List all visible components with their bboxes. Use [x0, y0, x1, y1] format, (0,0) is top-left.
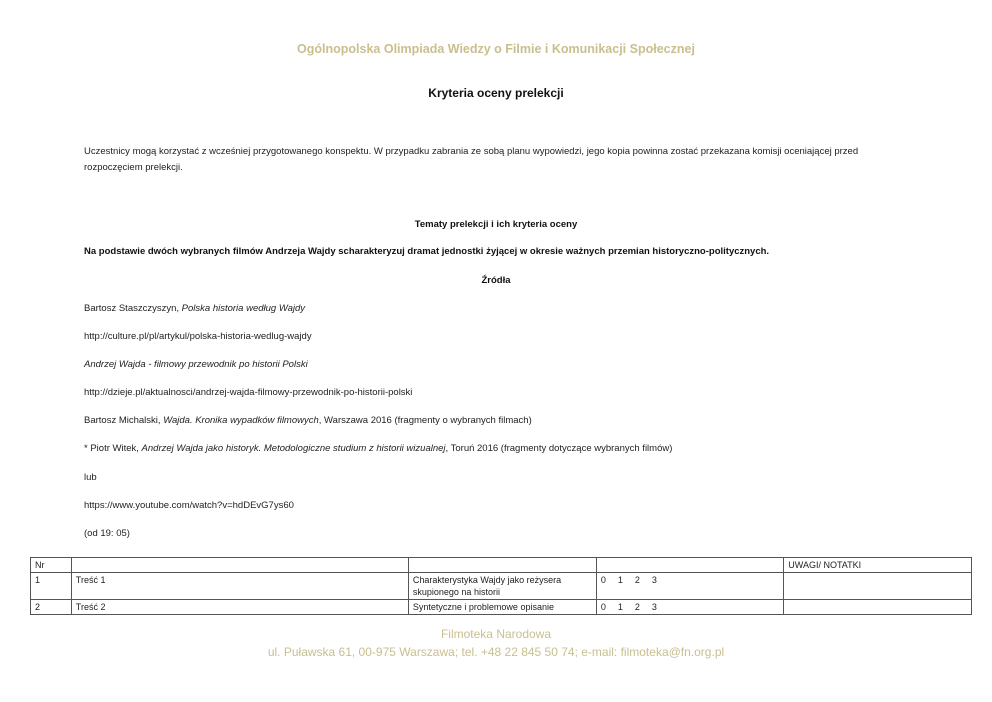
source-item	[84, 415, 532, 426]
table-row	[31, 600, 972, 615]
header-cell-nr: Nr	[31, 558, 72, 573]
score-option: 2	[634, 602, 640, 612]
source-url[interactable]: http://culture.pl/pl/artykul/polska-historia-wedlug-wajdy	[84, 331, 312, 342]
source-author: Bartosz Staszczyszyn,	[84, 303, 182, 314]
table-header-row	[31, 558, 972, 573]
score-option: 1	[617, 575, 623, 585]
source-url[interactable]: http://dzieje.pl/aktualnosci/andrzej-wajda-filmowy-przewodnik-po-historii-polski	[84, 387, 413, 398]
source-rest: lub	[84, 472, 97, 483]
source-url[interactable]: https://www.youtube.com/watch?v=hdDEvG7ys60	[84, 500, 294, 511]
score-option: 2	[634, 575, 640, 585]
source-title: Polska historia według Wajdy	[181, 303, 306, 314]
source-rest: , Warszawa 2016 (fragmenty o wybranych filmach)	[318, 415, 532, 426]
footer-organization: Filmoteka Narodowa	[440, 627, 552, 641]
source-link[interactable]	[84, 331, 312, 342]
score-option: 0	[600, 575, 606, 585]
row-number: 1	[31, 573, 72, 600]
header-cell	[596, 558, 783, 573]
source-item	[84, 359, 308, 370]
source-author: * Piotr Witek,	[84, 443, 142, 454]
criteria-table	[30, 557, 972, 615]
page-title: Kryteria oceny prelekcji	[428, 86, 564, 100]
row-notes	[784, 600, 972, 615]
row-notes	[784, 573, 972, 600]
score-option: 3	[651, 602, 657, 612]
source-title: Andrzej Wajda jako historyk. Metodologiczne studium z historii wizualnej	[141, 443, 446, 454]
footer-address: ul. Puławska 61, 00-975 Warszawa; tel. +48 22 845 50 74; e-mail: filmoteka@fn.org.pl	[267, 645, 725, 659]
table-row	[31, 573, 972, 600]
sources-heading: Źródła	[481, 275, 511, 286]
source-item	[84, 472, 97, 483]
header-cell	[408, 558, 596, 573]
row-description: Syntetyczne i problemowe opisanie	[408, 600, 596, 615]
source-author: Bartosz Michalski,	[84, 415, 164, 426]
source-link[interactable]	[84, 500, 294, 511]
source-item	[84, 443, 672, 454]
source-title: Wajda. Kronika wypadków filmowych	[163, 415, 319, 426]
row-number: 2	[31, 600, 72, 615]
header-cell-notes: UWAGI/ NOTATKI	[784, 558, 972, 573]
row-score-scale	[596, 600, 783, 615]
row-item: Treść 1	[71, 573, 408, 600]
topics-heading: Tematy prelekcji i ich kryteria oceny	[414, 219, 578, 230]
intro-paragraph: Uczestnicy mogą korzystać z wcześniej przygotowanego konspektu. W przypadku zabrania ze sobą planu wypowiedzi, jego kopia powinna zostać przekazana komisji oceniającej przed rozpoczęciem prelekcji.	[84, 146, 859, 173]
source-link[interactable]	[84, 387, 412, 398]
source-rest: , Toruń 2016 (fragmenty dotyczące wybranych filmów)	[445, 443, 673, 454]
task-statement: Na podstawie dwóch wybranych filmów Andrzeja Wajdy scharakteryzuj dramat jednostki żyjącej w okresie ważnych przemian historyczno-politycznych.	[84, 246, 770, 257]
olympiad-header: Ogólnopolska Olimpiada Wiedzy o Filmie i Komunikacji Społecznej	[297, 42, 695, 56]
source-item	[84, 528, 130, 539]
row-score-scale	[596, 573, 783, 600]
row-item: Treść 2	[71, 600, 408, 615]
row-description: Charakterystyka Wajdy jako reżysera skupionego na historii	[408, 573, 596, 600]
source-item	[84, 303, 305, 314]
source-title: Andrzej Wajda - filmowy przewodnik po historii Polski	[84, 359, 308, 370]
score-option: 1	[617, 602, 623, 612]
source-rest: (od 19: 05)	[84, 528, 130, 539]
header-cell	[71, 558, 408, 573]
score-option: 0	[600, 602, 606, 612]
score-option: 3	[651, 575, 657, 585]
